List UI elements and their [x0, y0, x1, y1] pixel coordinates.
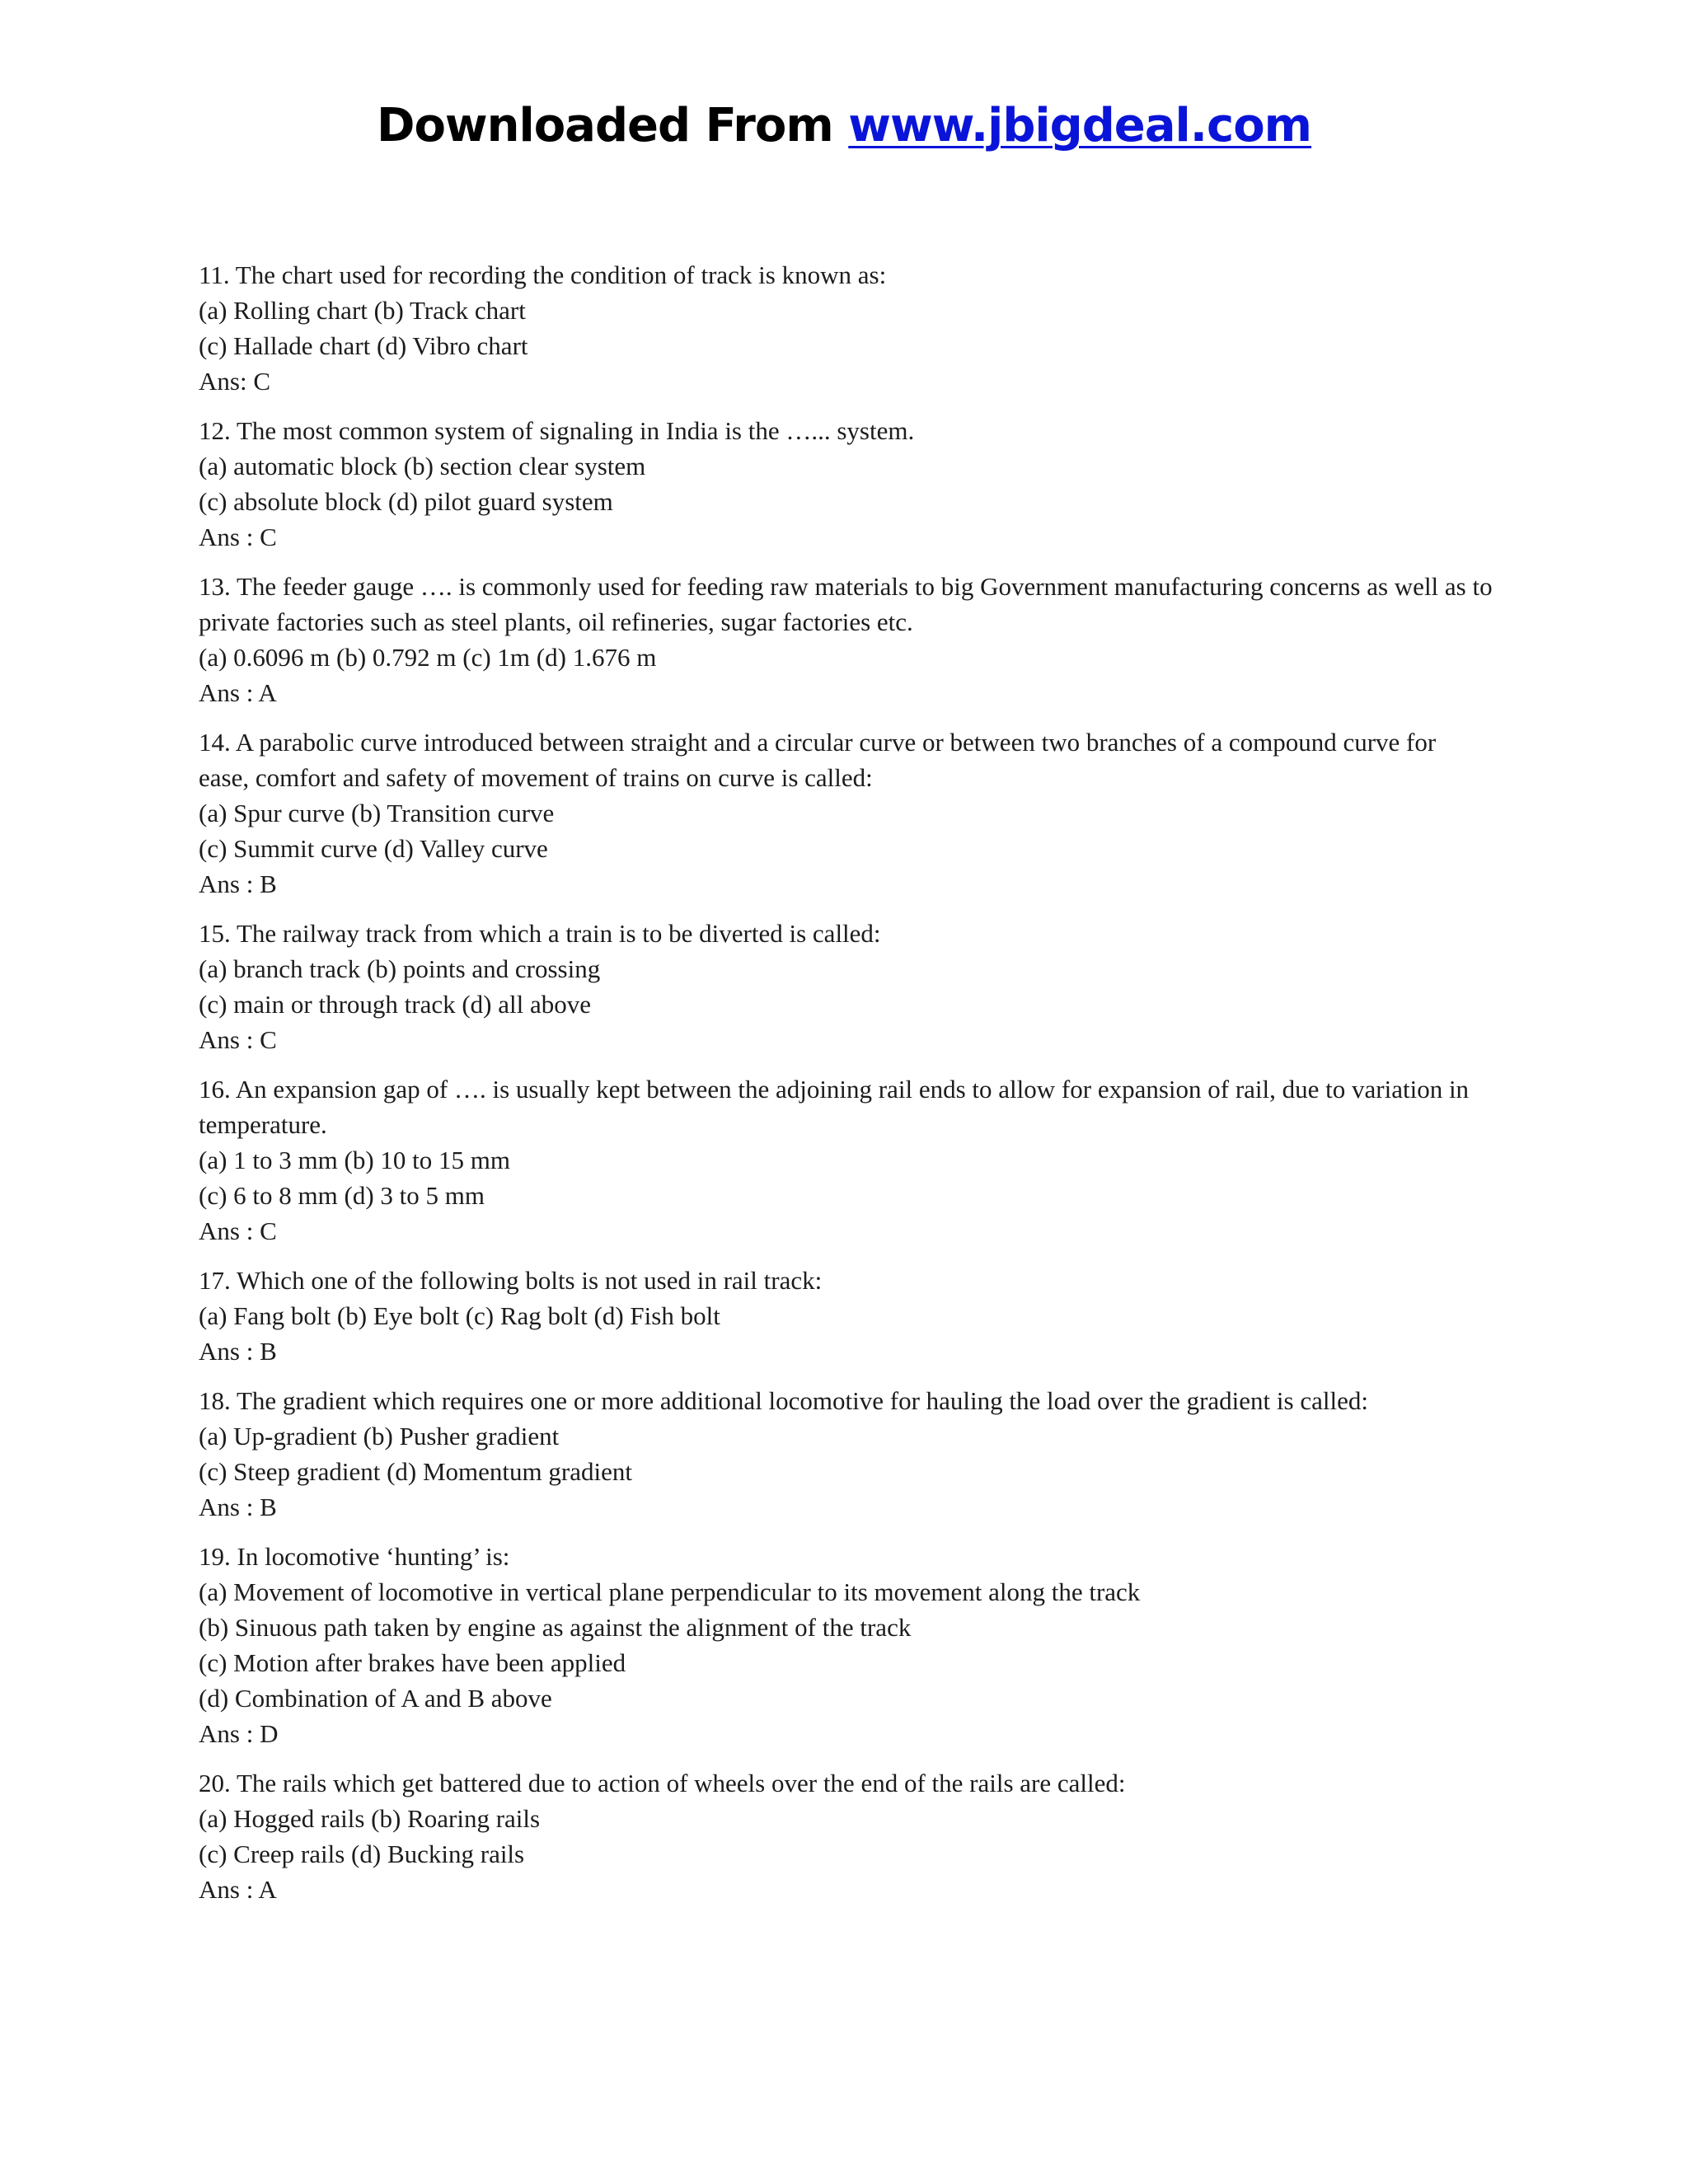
question-options: (a) Hogged rails (b) Roaring rails [199, 1804, 541, 1833]
question-text: 13. The feeder gauge …. is commonly used for feeding raw materials to big Government manufacturing concerns as well as to private factories such as steel plants, oil refineries, sugar factories etc. [199, 572, 1493, 636]
question-options: (a) branch track (b) points and crossing [199, 954, 601, 983]
question-text: 20. The rails which get battered due to action of wheels over the end of the rails are called: [199, 1769, 1126, 1797]
question-answer: Ans : B [199, 1337, 277, 1366]
question-options: (c) Hallade chart (d) Vibro chart [199, 331, 528, 360]
question-options: (a) Spur curve (b) Transition curve [199, 799, 555, 827]
header-prefix: Downloaded From [376, 99, 849, 152]
question-text: 11. The chart used for recording the condition of track is known as: [199, 260, 887, 289]
question-answer: Ans : C [199, 523, 277, 551]
question-options: (c) Motion after brakes have been applied [199, 1648, 626, 1677]
header-link[interactable]: www.jbigdeal.com [848, 99, 1312, 152]
question-answer: Ans : D [199, 1719, 279, 1748]
question-options: (c) Summit curve (d) Valley curve [199, 834, 548, 863]
question-list [199, 257, 1493, 1921]
question-options: (a) Rolling chart (b) Track chart [199, 296, 526, 325]
question-options: (a) automatic block (b) section clear system [199, 452, 646, 480]
question-options: (c) Creep rails (d) Bucking rails [199, 1840, 525, 1868]
question-options: (c) 6 to 8 mm (d) 3 to 5 mm [199, 1181, 485, 1210]
question-11 [199, 257, 1493, 399]
question-options: (a) Movement of locomotive in vertical plane perpendicular to its movement along the track [199, 1577, 1141, 1606]
question-text: 15. The railway track from which a train is to be diverted is called: [199, 919, 881, 948]
question-16 [199, 1071, 1493, 1249]
page-header [0, 99, 1688, 152]
question-options: (c) Steep gradient (d) Momentum gradient [199, 1457, 632, 1486]
question-answer: Ans : A [199, 1875, 277, 1904]
question-18 [199, 1383, 1493, 1525]
question-answer: Ans : B [199, 869, 277, 898]
question-answer: Ans: C [199, 367, 270, 396]
question-14 [199, 724, 1493, 902]
question-options: (a) 1 to 3 mm (b) 10 to 15 mm [199, 1146, 510, 1174]
question-answer: Ans : A [199, 678, 277, 707]
question-options: (c) main or through track (d) all above [199, 990, 592, 1019]
question-15 [199, 916, 1493, 1057]
question-text: 19. In locomotive ‘hunting’ is: [199, 1542, 510, 1571]
question-text: 17. Which one of the following bolts is not used in rail track: [199, 1266, 823, 1295]
question-answer: Ans : C [199, 1025, 277, 1054]
question-options: (a) 0.6096 m (b) 0.792 m (c) 1m (d) 1.676 m [199, 643, 657, 672]
question-options: (a) Fang bolt (b) Eye bolt (c) Rag bolt (d) Fish bolt [199, 1301, 720, 1330]
question-text: 14. A parabolic curve introduced between straight and a circular curve or between two branches of a compound curve for ease, comfort and safety of movement of trains on curve is called: [199, 728, 1437, 792]
question-text: 12. The most common system of signaling in India is the …... system. [199, 416, 915, 445]
question-text: 18. The gradient which requires one or more additional locomotive for hauling the load over the gradient is called: [199, 1386, 1368, 1415]
question-19 [199, 1539, 1493, 1751]
question-options: (d) Combination of A and B above [199, 1684, 552, 1713]
question-answer: Ans : C [199, 1216, 277, 1245]
question-20 [199, 1765, 1493, 1907]
question-options: (c) absolute block (d) pilot guard system [199, 487, 613, 516]
question-options: (b) Sinuous path taken by engine as against the alignment of the track [199, 1613, 912, 1642]
question-options: (a) Up-gradient (b) Pusher gradient [199, 1422, 560, 1451]
question-13 [199, 569, 1493, 710]
question-12 [199, 413, 1493, 555]
question-17 [199, 1263, 1493, 1369]
question-answer: Ans : B [199, 1493, 277, 1521]
question-text: 16. An expansion gap of …. is usually kept between the adjoining rail ends to allow for expansion of rail, due to variation in temperature. [199, 1075, 1470, 1139]
